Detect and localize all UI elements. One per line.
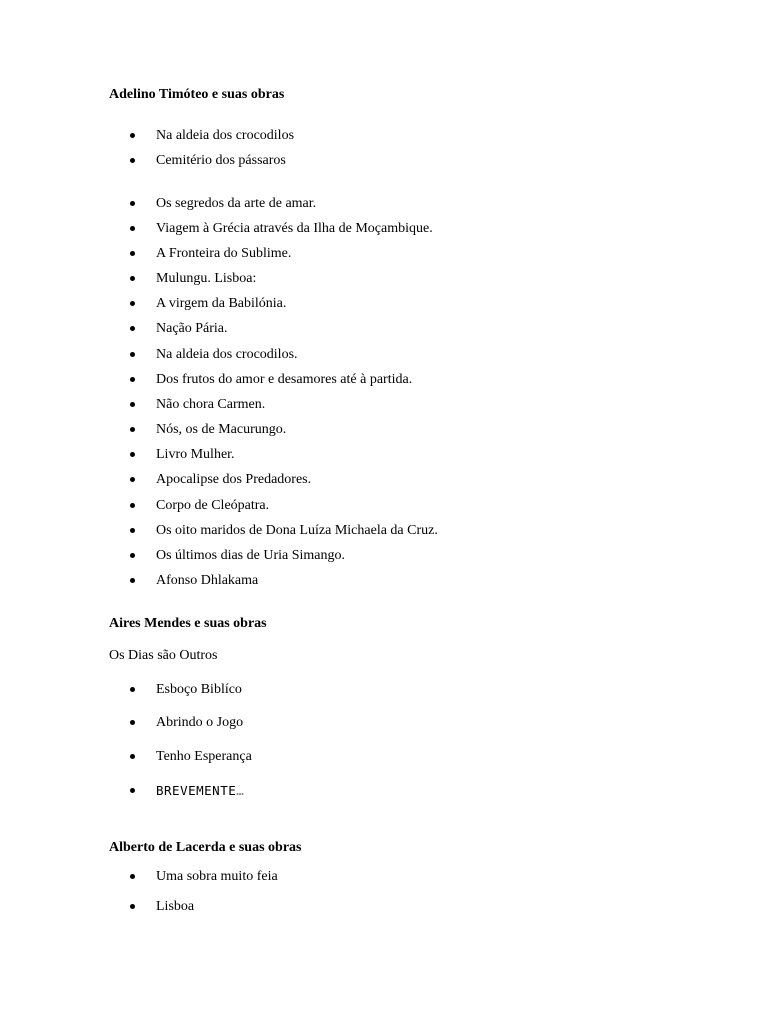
bullet-icon bbox=[130, 452, 135, 457]
list-item bbox=[0, 681, 700, 699]
list-item bbox=[0, 547, 700, 565]
list-item-text: Cemitério dos pássaros bbox=[156, 153, 286, 168]
bullet-icon bbox=[130, 158, 135, 163]
section-heading-aires-mendes: Aires Mendes e suas obras bbox=[109, 616, 267, 631]
list-item-text: A Fronteira do Sublime. bbox=[156, 246, 292, 261]
bullet-icon bbox=[130, 301, 135, 306]
bullet-icon bbox=[130, 578, 135, 583]
bullet-icon bbox=[130, 553, 135, 558]
list-item-text: Os últimos dias de Uria Simango. bbox=[156, 548, 345, 563]
list-item bbox=[0, 471, 700, 489]
bullet-icon bbox=[130, 528, 135, 533]
bullet-icon bbox=[130, 904, 135, 909]
list-item bbox=[0, 497, 700, 515]
bullet-icon bbox=[130, 352, 135, 357]
list-item bbox=[0, 782, 700, 800]
list-item bbox=[0, 898, 700, 916]
list-item bbox=[0, 320, 700, 338]
ellipsis-text: … bbox=[236, 783, 245, 798]
bullet-icon bbox=[130, 874, 135, 879]
list-item-text: Mulungu. Lisboa: bbox=[156, 271, 257, 286]
bullet-icon bbox=[130, 687, 135, 692]
bullet-icon bbox=[130, 377, 135, 382]
list-item bbox=[0, 245, 700, 263]
list-item-text: Esboço Biblíco bbox=[156, 682, 242, 697]
list-item-text: Os oito maridos de Dona Luíza Michaela da Cruz. bbox=[156, 523, 438, 538]
list-item-text: Nós, os de Macurungo. bbox=[156, 422, 287, 437]
list-item-text: Afonso Dhlakama bbox=[156, 573, 259, 588]
list-item bbox=[0, 572, 700, 590]
list-item-text-mono: BREVEMENTE bbox=[156, 783, 237, 798]
list-item-text: Corpo de Cleópatra. bbox=[156, 498, 270, 513]
bullet-icon bbox=[130, 754, 135, 759]
bullet-icon bbox=[130, 133, 135, 138]
list-item bbox=[0, 748, 700, 766]
bullet-icon bbox=[130, 326, 135, 331]
bullet-icon bbox=[130, 201, 135, 206]
list-item bbox=[0, 421, 700, 439]
section-heading-adelino-timoteo: Adelino Timóteo e suas obras bbox=[109, 87, 285, 102]
list-item bbox=[0, 868, 700, 886]
list-item bbox=[0, 371, 700, 389]
bullet-icon bbox=[130, 251, 135, 256]
bullet-icon bbox=[130, 503, 135, 508]
list-item bbox=[0, 396, 700, 414]
list-item-text: Uma sobra muito feia bbox=[156, 869, 278, 884]
list-item-text: A virgem da Babilónia. bbox=[156, 296, 287, 311]
list-item-text: Tenho Esperança bbox=[156, 749, 252, 764]
list-item-text: Na aldeia dos crocodilos. bbox=[156, 347, 298, 362]
list-item-text bbox=[156, 782, 244, 801]
section-heading-alberto-de-lacerda: Alberto de Lacerda e suas obras bbox=[109, 840, 302, 855]
list-item bbox=[0, 714, 700, 732]
list-item-text: Viagem à Grécia através da Ilha de Moçambique. bbox=[156, 221, 433, 236]
list-item bbox=[0, 152, 700, 170]
bullet-icon bbox=[130, 226, 135, 231]
list-item bbox=[0, 127, 700, 145]
list-item bbox=[0, 446, 700, 464]
bullet-icon bbox=[130, 402, 135, 407]
list-item-text: Dos frutos do amor e desamores até à partida. bbox=[156, 372, 413, 387]
list-item bbox=[0, 195, 700, 213]
list-item bbox=[0, 220, 700, 238]
list-item-text: Na aldeia dos crocodilos bbox=[156, 128, 295, 143]
list-item-text: Nação Pária. bbox=[156, 321, 228, 336]
bullet-icon bbox=[130, 720, 135, 725]
bullet-icon bbox=[130, 276, 135, 281]
bullet-icon bbox=[130, 788, 135, 793]
section-subtitle: Os Dias são Outros bbox=[109, 648, 218, 663]
bullet-icon bbox=[130, 477, 135, 482]
list-item-text: Apocalipse dos Predadores. bbox=[156, 472, 312, 487]
list-item bbox=[0, 270, 700, 288]
list-item-text: Livro Mulher. bbox=[156, 447, 235, 462]
list-item bbox=[0, 295, 700, 313]
list-item bbox=[0, 346, 700, 364]
bullet-icon bbox=[130, 427, 135, 432]
list-item-text: Abrindo o Jogo bbox=[156, 715, 244, 730]
list-item bbox=[0, 522, 700, 540]
list-item-text: Lisboa bbox=[156, 899, 195, 914]
list-item-text: Os segredos da arte de amar. bbox=[156, 196, 317, 211]
list-item-text: Não chora Carmen. bbox=[156, 397, 266, 412]
